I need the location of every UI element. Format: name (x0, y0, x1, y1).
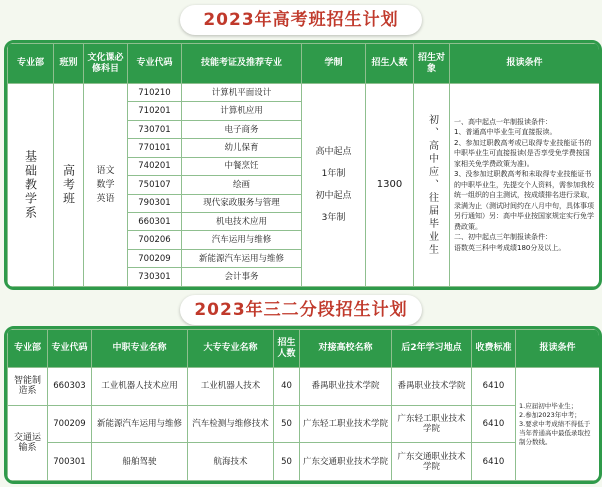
condition-line: 1、普通高中毕业生可直接报读。 (454, 128, 557, 137)
partner-college: 番禺职业技术学院 (300, 368, 392, 406)
condition-line: 2.参加2023年中考； (519, 410, 581, 419)
enrollment-count: 50 (274, 443, 300, 481)
major-name: 中餐烹饪 (182, 157, 302, 175)
major-code: 700209 (128, 249, 182, 267)
department-cell: 交通运输系 (8, 405, 48, 480)
major-code: 770101 (128, 139, 182, 157)
col-header: 文化课必修科目 (84, 44, 128, 84)
plan1-table-frame (4, 40, 602, 290)
duration-line: 1年制 (321, 169, 346, 179)
secondary-major: 船舶驾驶 (92, 443, 188, 481)
subject: 语文 (96, 166, 115, 176)
col-header: 专业部 (8, 330, 48, 368)
plan1-header-row (8, 44, 600, 84)
fee: 6410 (472, 405, 516, 443)
major-code: 660303 (48, 368, 92, 406)
study-location: 广东轻工职业技术学院 (392, 405, 472, 443)
major-name: 现代家政服务与管理 (182, 194, 302, 212)
col-header: 招生人数 (274, 330, 300, 368)
department-cell: 智能制造系 (8, 368, 48, 406)
fee: 6410 (472, 368, 516, 406)
major-code: 710210 (128, 84, 182, 102)
duration-line: 高中起点 (315, 147, 352, 157)
major-code: 750107 (128, 176, 182, 194)
study-location: 番禺职业技术学院 (392, 368, 472, 406)
conditions-cell (516, 368, 600, 481)
conditions-cell (450, 84, 600, 287)
enrollment-count: 50 (274, 405, 300, 443)
major-code: 710201 (128, 102, 182, 120)
subject: 数学 (96, 180, 115, 190)
major-code: 730301 (128, 268, 182, 287)
condition-line: 语数英三科中考成绩180分及以上。 (454, 243, 566, 252)
major-code: 700301 (48, 443, 92, 481)
col-header: 大专专业名称 (188, 330, 274, 368)
col-header: 招生人数 (366, 44, 414, 84)
plan2-header-row (8, 330, 600, 368)
major-name: 汽车运用与维修 (182, 231, 302, 249)
condition-line: 一、高中起点一年制报读条件： (454, 117, 552, 126)
table-row (8, 443, 600, 481)
major-name: 幼儿保育 (182, 139, 302, 157)
major-name: 计算机平面设计 (182, 84, 302, 102)
major-code: 660301 (128, 212, 182, 230)
condition-line: 二、初中起点三年制报读条件： (454, 233, 552, 242)
col-header: 班别 (54, 44, 84, 84)
major-name: 机电技术应用 (182, 212, 302, 230)
col-header: 中职专业名称 (92, 330, 188, 368)
major-code: 730701 (128, 120, 182, 138)
subject: 英语 (96, 194, 115, 204)
partner-college: 广东轻工职业技术学院 (300, 405, 392, 443)
target-cell: 初、高中应、往届毕业生 (414, 84, 450, 287)
col-header: 报读条件 (450, 44, 600, 84)
col-header: 学制 (302, 44, 366, 84)
table-row (8, 405, 600, 443)
col-header: 招生对象 (414, 44, 450, 84)
department-cell: 基础教学系 (8, 84, 54, 287)
enrollment-count: 40 (274, 368, 300, 406)
table-row (8, 368, 600, 406)
college-major: 汽车检测与维修技术 (188, 405, 274, 443)
major-code: 700209 (48, 405, 92, 443)
plan1-title: 2023年高考班招生计划 (180, 5, 422, 35)
plan2-table (7, 329, 600, 481)
condition-line: 3.要求中考成绩不得低于当年普通高中最低录取控制分数线。 (519, 419, 591, 446)
col-header: 对接高校名称 (300, 330, 392, 368)
study-location: 广东交通职业技术学院 (392, 443, 472, 481)
major-name: 计算机应用 (182, 102, 302, 120)
col-header: 专业代码 (128, 44, 182, 84)
class-type-cell: 高考班 (54, 84, 84, 287)
condition-line: 3、没参加过职教高考和未取得专业技能证书的中职毕业生，先提交个人资料，需参加我校统一组织的自主测试，按成绩排名进行录取，录满为止（测试时间约在八月中旬，具体事项另行通知）另：高中毕业按国家规定实行免学费政策。 (454, 170, 594, 231)
college-major: 工业机器人技术 (188, 368, 274, 406)
major-name: 电子商务 (182, 120, 302, 138)
col-header: 技能考证及推荐专业 (182, 44, 302, 84)
partner-college: 广东交通职业技术学院 (300, 443, 392, 481)
secondary-major: 新能源汽车运用与维修 (92, 405, 188, 443)
major-name: 会计事务 (182, 268, 302, 287)
condition-line: 2、参加过职教高考或已取得专业技能证书的中职毕业生可直接报读(是否享受免学费按国家相关免学费政策为准)。 (454, 138, 592, 168)
col-header: 专业部 (8, 44, 54, 84)
major-name: 绘画 (182, 176, 302, 194)
col-header: 报读条件 (516, 330, 600, 368)
plan2-table-frame (4, 326, 602, 484)
duration-line: 初中起点 (315, 191, 352, 201)
duration-cell (302, 84, 366, 287)
plan1-table (7, 43, 600, 287)
col-header: 收费标准 (472, 330, 516, 368)
major-code: 700206 (128, 231, 182, 249)
condition-line: 1.应届初中毕业生； (519, 401, 578, 410)
plan2-title: 2023年三二分段招生计划 (180, 295, 422, 325)
table-row (8, 84, 600, 102)
duration-line: 3年制 (321, 213, 346, 223)
enrollment-count: 1300 (366, 84, 414, 287)
col-header: 后2年学习地点 (392, 330, 472, 368)
major-code: 740201 (128, 157, 182, 175)
secondary-major: 工业机器人技术应用 (92, 368, 188, 406)
subjects-cell (84, 84, 128, 287)
major-code: 790301 (128, 194, 182, 212)
col-header: 专业代码 (48, 330, 92, 368)
college-major: 航海技术 (188, 443, 274, 481)
major-name: 新能源汽车运用与维修 (182, 249, 302, 267)
fee: 6410 (472, 443, 516, 481)
